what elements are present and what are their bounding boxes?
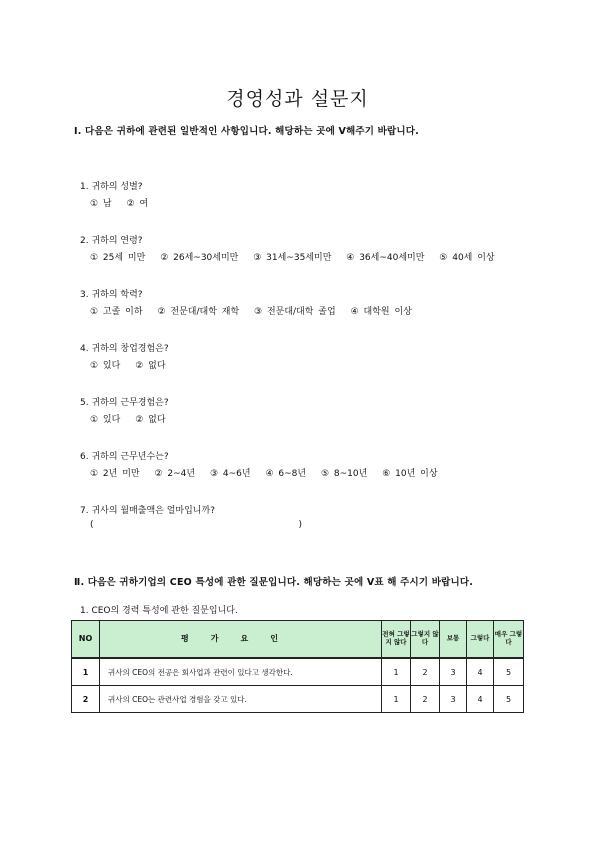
option[interactable]: ② 전문대/대학 재학 [157, 307, 240, 317]
option[interactable]: ③ 전문대/대학 졸업 [254, 307, 336, 317]
option[interactable]: ③ 31세~35세미만 [253, 253, 332, 263]
question-work-years: 6. 귀하의 근무년수는? [80, 452, 169, 462]
question-monthly-sales: 7. 귀사의 월매출액은 얼마입니까? [80, 506, 215, 516]
header-scale: 보통 [440, 621, 467, 659]
option[interactable]: ② 없다 [135, 361, 166, 371]
score-cell[interactable]: 1 [382, 658, 411, 686]
option[interactable]: ③ 4~6년 [209, 469, 251, 479]
header-factor: 평가요인 [100, 621, 382, 659]
options-education [90, 304, 422, 317]
option[interactable]: ① 있다 [90, 415, 121, 425]
options-age [90, 250, 505, 263]
open-paren: ( [90, 520, 94, 530]
table-row [72, 658, 524, 686]
score-cell[interactable]: 3 [440, 686, 467, 713]
score-cell[interactable]: 5 [494, 686, 524, 713]
question-gender: 1. 귀하의 성별? [80, 182, 143, 192]
options-work-experience [90, 412, 176, 425]
header-scale: 매우 그렇다 [494, 621, 524, 659]
row-item: 귀사의 CEO의 전공은 회사업과 관련이 있다고 생각한다. [100, 658, 382, 686]
header-scale: 그렇지 않다 [411, 621, 440, 659]
score-cell[interactable]: 4 [467, 686, 494, 713]
row-number: 2 [72, 686, 100, 713]
options-startup-experience [90, 358, 176, 371]
option[interactable]: ④ 36세~40세미만 [346, 253, 425, 263]
option[interactable]: ① 고졸 이하 [90, 307, 143, 317]
row-number: 1 [72, 658, 100, 686]
option[interactable]: ④ 대학원 이상 [350, 307, 412, 317]
header-scale: 그렇다 [467, 621, 494, 659]
option[interactable]: ② 26세~30세미만 [160, 253, 239, 263]
option[interactable]: ② 없다 [135, 415, 166, 425]
score-cell[interactable]: 2 [411, 686, 440, 713]
option[interactable]: ④ 6~8년 [265, 469, 307, 479]
header-no: NO [72, 621, 100, 659]
question-startup-experience: 4. 귀하의 창업경험은? [80, 344, 169, 354]
score-cell[interactable]: 5 [494, 658, 524, 686]
option[interactable]: ① 25세 미만 [90, 253, 146, 263]
table-row [72, 686, 524, 713]
options-gender [90, 196, 158, 209]
score-cell[interactable]: 2 [411, 658, 440, 686]
score-cell[interactable]: 4 [467, 658, 494, 686]
monthly-sales-answer-field[interactable] [90, 520, 302, 530]
option[interactable]: ⑥ 10년 이상 [382, 469, 438, 479]
question-work-experience: 5. 귀하의 근무경험은? [80, 398, 169, 408]
options-work-years [90, 466, 448, 479]
option[interactable]: ② 2~4년 [154, 469, 196, 479]
ceo-survey-table [71, 620, 524, 713]
header-scale: 전혀 그렇지 않다 [382, 621, 411, 659]
section-2-subheading: 1. CEO의 경력 특성에 관한 질문입니다. [80, 606, 238, 616]
score-cell[interactable]: 3 [440, 658, 467, 686]
option[interactable]: ① 남 [90, 199, 112, 209]
option[interactable]: ① 있다 [90, 361, 121, 371]
question-education: 3. 귀하의 학력? [80, 290, 143, 300]
score-cell[interactable]: 1 [382, 686, 411, 713]
option[interactable]: ② 여 [126, 199, 149, 209]
option[interactable]: ⑤ 40세 이상 [439, 253, 495, 263]
option[interactable]: ① 2년 미만 [90, 469, 140, 479]
section-1-heading: Ⅰ. 다음은 귀하에 관련된 일반적인 사항입니다. 해당하는 곳에 V해주기 바랍니다. [74, 126, 419, 137]
table-header-row [72, 621, 524, 659]
close-paren: ) [298, 520, 302, 530]
row-item: 귀사의 CEO는 관련사업 경험을 갖고 있다. [100, 686, 382, 713]
section-2-heading: Ⅱ. 다음은 귀하기업의 CEO 특성에 관한 질문입니다. 해당하는 곳에 V표 해 주시기 바랍니다. [74, 577, 474, 588]
option[interactable]: ⑤ 8~10년 [320, 469, 368, 479]
page-title: 경영성과 설문지 [226, 88, 369, 110]
question-age: 2. 귀하의 연령? [80, 236, 143, 246]
